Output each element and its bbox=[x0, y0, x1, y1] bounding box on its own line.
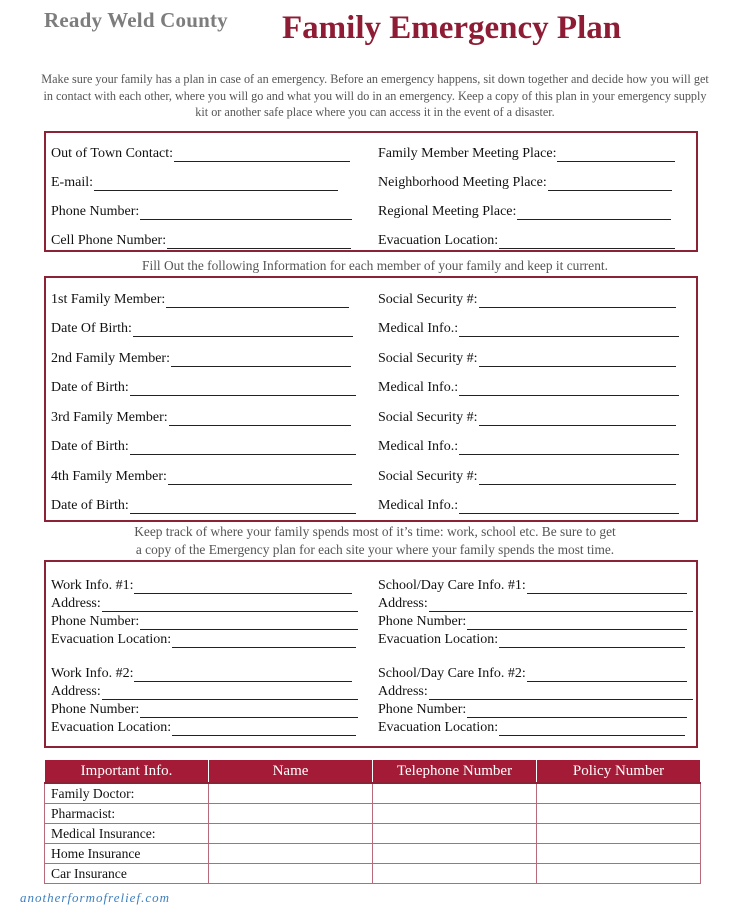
field-label: 3rd Family Member: bbox=[51, 410, 168, 425]
school-1-field[interactable] bbox=[378, 576, 687, 594]
work-1-phone-field[interactable] bbox=[51, 612, 358, 630]
name-cell[interactable] bbox=[209, 804, 373, 824]
medical-3-field[interactable] bbox=[378, 437, 679, 455]
policy-cell[interactable] bbox=[537, 824, 701, 844]
row-label: Pharmacist: bbox=[45, 804, 209, 824]
phone-number-field[interactable] bbox=[51, 202, 352, 220]
org-name: Ready Weld County bbox=[44, 8, 228, 32]
field-label: Phone Number: bbox=[378, 702, 467, 717]
regional-meeting-place-field[interactable] bbox=[378, 202, 671, 220]
email-field[interactable] bbox=[51, 173, 338, 191]
work-2-evacuation-field[interactable] bbox=[51, 718, 356, 736]
row-label: Medical Insurance: bbox=[45, 824, 209, 844]
ssn-3-field[interactable] bbox=[378, 408, 676, 426]
dob-2-field[interactable] bbox=[51, 378, 356, 396]
field-label: Phone Number: bbox=[51, 702, 140, 717]
school-2-phone-field[interactable] bbox=[378, 700, 687, 718]
work-2-address-field[interactable] bbox=[51, 682, 358, 700]
field-label: Regional Meeting Place: bbox=[378, 204, 517, 219]
footer-link[interactable]: anotherformofrelief.com bbox=[20, 890, 170, 905]
field-label: Work Info. #1: bbox=[51, 578, 134, 593]
field-label: Evacuation Location: bbox=[378, 720, 499, 735]
name-cell[interactable] bbox=[209, 844, 373, 864]
out-of-town-contact-field[interactable] bbox=[51, 144, 350, 162]
cell-phone-field[interactable] bbox=[51, 231, 351, 249]
ssn-4-field[interactable] bbox=[378, 467, 676, 485]
field-label: Work Info. #2: bbox=[51, 666, 134, 681]
page-title: Family Emergency Plan bbox=[282, 10, 622, 46]
field-label: School/Day Care Info. #2: bbox=[378, 666, 526, 681]
policy-cell[interactable] bbox=[537, 804, 701, 824]
members-note: Fill Out the following Information for each member of your family and keep it current. bbox=[142, 258, 608, 273]
field-label: Date of Birth: bbox=[51, 439, 129, 454]
telephone-cell[interactable] bbox=[373, 783, 537, 804]
policy-cell[interactable] bbox=[537, 783, 701, 804]
field-label: 1st Family Member: bbox=[51, 292, 166, 307]
work-2-field[interactable] bbox=[51, 664, 352, 682]
table-row bbox=[45, 844, 701, 864]
policy-cell[interactable] bbox=[537, 844, 701, 864]
field-label: Social Security #: bbox=[378, 410, 478, 425]
field-label: Out of Town Contact: bbox=[51, 146, 174, 161]
school-1-phone-field[interactable] bbox=[378, 612, 687, 630]
row-label: Family Doctor: bbox=[45, 783, 209, 804]
field-label: Medical Info.: bbox=[378, 439, 459, 454]
field-label: Phone Number: bbox=[51, 614, 140, 629]
name-cell[interactable] bbox=[209, 824, 373, 844]
locations-note bbox=[40, 523, 710, 559]
evacuation-location-field[interactable] bbox=[378, 231, 675, 249]
field-label: School/Day Care Info. #1: bbox=[378, 578, 526, 593]
medical-4-field[interactable] bbox=[378, 496, 679, 514]
medical-1-field[interactable] bbox=[378, 319, 679, 337]
member-3-field[interactable] bbox=[51, 408, 351, 426]
field-label: Address: bbox=[378, 596, 428, 611]
table-row bbox=[45, 804, 701, 824]
field-label: Medical Info.: bbox=[378, 498, 459, 513]
table-row bbox=[45, 824, 701, 844]
telephone-cell[interactable] bbox=[373, 824, 537, 844]
field-label: Date of Birth: bbox=[51, 498, 129, 513]
field-label: Evacuation Location: bbox=[51, 632, 172, 647]
work-1-evacuation-field[interactable] bbox=[51, 630, 356, 648]
field-label: E-mail: bbox=[51, 175, 93, 190]
member-2-field[interactable] bbox=[51, 349, 351, 367]
locations-note-line1: Keep track of where your family spends most of it’s time: work, school etc. Be sure to get bbox=[134, 524, 616, 539]
dob-1-field[interactable] bbox=[51, 319, 353, 337]
school-2-address-field[interactable] bbox=[378, 682, 693, 700]
policy-cell[interactable] bbox=[537, 864, 701, 884]
dob-4-field[interactable] bbox=[51, 496, 356, 514]
field-label: Social Security #: bbox=[378, 469, 478, 484]
field-label: Cell Phone Number: bbox=[51, 233, 167, 248]
ssn-1-field[interactable] bbox=[378, 290, 676, 308]
field-label: Family Member Meeting Place: bbox=[378, 146, 557, 161]
field-label: Neighborhood Meeting Place: bbox=[378, 175, 547, 190]
intro-text: Make sure your family has a plan in case of an emergency. Before an emergency happens, sit down together and decide how you will get in contact with each other, where you will go and what you will do in an emergency. Keep a copy of this plan in your emergency supply kit or another safe place where you can access it in the event of a disaster. bbox=[41, 72, 709, 119]
important-info-table bbox=[44, 759, 701, 884]
medical-2-field[interactable] bbox=[378, 378, 679, 396]
field-label: Address: bbox=[378, 684, 428, 699]
field-label: Social Security #: bbox=[378, 351, 478, 366]
telephone-cell[interactable] bbox=[373, 804, 537, 824]
field-label: Phone Number: bbox=[378, 614, 467, 629]
work-1-field[interactable] bbox=[51, 576, 352, 594]
locations-note-line2: a copy of the Emergency plan for each site your where your family spends the most time. bbox=[135, 542, 615, 557]
ssn-2-field[interactable] bbox=[378, 349, 676, 367]
field-label: Phone Number: bbox=[51, 204, 140, 219]
table-row bbox=[45, 864, 701, 884]
row-label: Home Insurance bbox=[45, 844, 209, 864]
member-4-field[interactable] bbox=[51, 467, 352, 485]
table-row bbox=[45, 783, 701, 804]
field-label: Social Security #: bbox=[378, 292, 478, 307]
work-1-address-field[interactable] bbox=[51, 594, 358, 612]
school-1-evacuation-field[interactable] bbox=[378, 630, 685, 648]
name-cell[interactable] bbox=[209, 783, 373, 804]
school-2-evacuation-field[interactable] bbox=[378, 718, 685, 736]
column-header: Policy Number bbox=[537, 760, 701, 784]
school-2-field[interactable] bbox=[378, 664, 687, 682]
school-1-address-field[interactable] bbox=[378, 594, 693, 612]
family-meeting-place-field[interactable] bbox=[378, 144, 675, 162]
field-label: Evacuation Location: bbox=[51, 720, 172, 735]
column-header: Name bbox=[209, 760, 373, 784]
family-members-box bbox=[44, 276, 698, 522]
column-header: Telephone Number bbox=[373, 760, 537, 784]
telephone-cell[interactable] bbox=[373, 864, 537, 884]
field-label: Address: bbox=[51, 596, 101, 611]
neighborhood-meeting-place-field[interactable] bbox=[378, 173, 672, 191]
work-2-phone-field[interactable] bbox=[51, 700, 358, 718]
field-label: 2nd Family Member: bbox=[51, 351, 170, 366]
telephone-cell[interactable] bbox=[373, 844, 537, 864]
field-label: 4th Family Member: bbox=[51, 469, 167, 484]
field-label: Address: bbox=[51, 684, 101, 699]
field-label: Date of Birth: bbox=[51, 380, 129, 395]
field-label: Medical Info.: bbox=[378, 380, 459, 395]
member-1-field[interactable] bbox=[51, 290, 349, 308]
column-header: Important Info. bbox=[45, 760, 209, 784]
row-label: Car Insurance bbox=[45, 864, 209, 884]
field-label: Date Of Birth: bbox=[51, 321, 132, 336]
dob-3-field[interactable] bbox=[51, 437, 356, 455]
field-label: Evacuation Location: bbox=[378, 632, 499, 647]
table-header-row bbox=[45, 760, 701, 784]
field-label: Medical Info.: bbox=[378, 321, 459, 336]
name-cell[interactable] bbox=[209, 864, 373, 884]
field-label: Evacuation Location: bbox=[378, 233, 499, 248]
